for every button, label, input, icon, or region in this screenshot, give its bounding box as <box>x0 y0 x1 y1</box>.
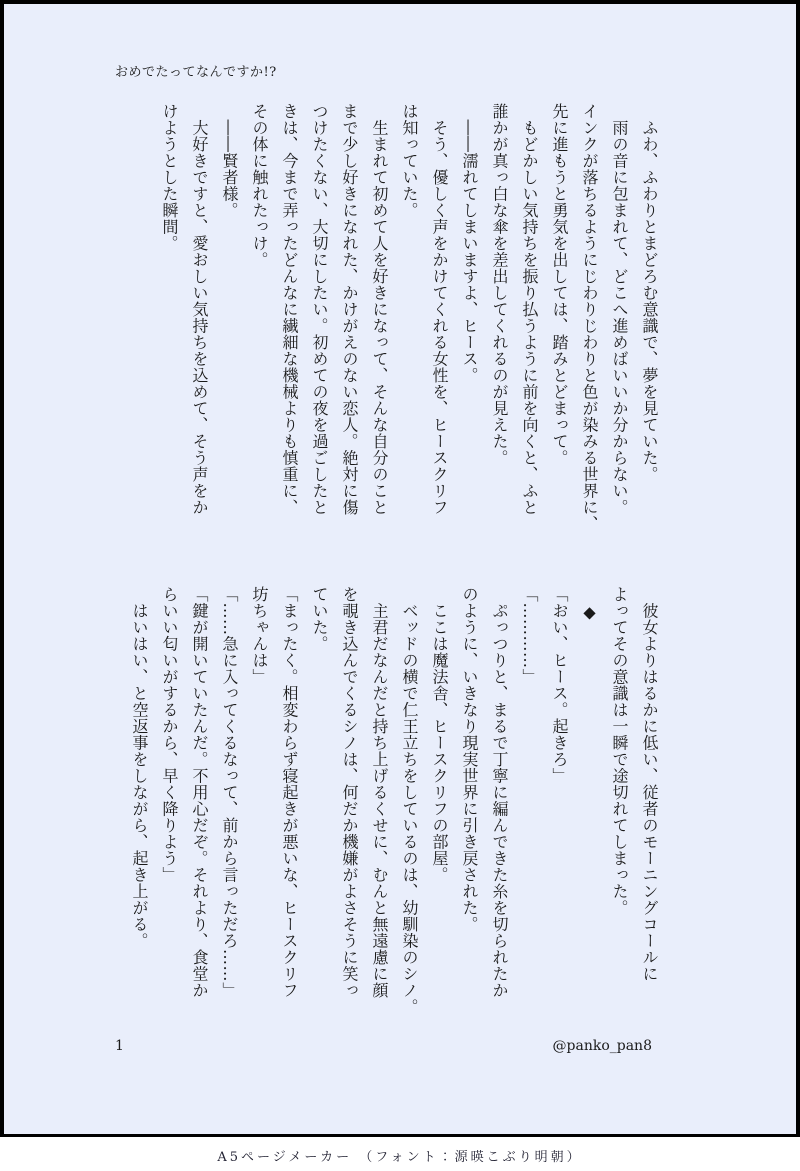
text-line: そう、優しく声をかけてくれる女性を、ヒースクリフ <box>430 103 449 516</box>
text-line: ここは魔法舎、ヒースクリフの部屋。 <box>430 586 449 883</box>
text-line: ――賢者様。 <box>220 103 239 219</box>
text-line: は知っていた。 <box>400 103 419 219</box>
text-line: ぷっつりと、まるで丁寧に編んできた糸を切られたか <box>490 586 509 999</box>
text-line: 坊ちゃんは」 <box>250 586 269 685</box>
text-line: 誰かが真っ白な傘を差出してくれるのが見えた。 <box>490 103 509 466</box>
text-line: 「鍵が開いていたんだ。不用心だぞ。それより、食堂か <box>190 586 209 999</box>
footer-caption: A5ページメーカー （フォント：源暎こぶり明朝） <box>217 1150 583 1165</box>
page-number: 1 <box>115 1038 124 1054</box>
text-line: 主君だなんだと持ち上げるくせに、むんと無遠慮に顔 <box>370 586 389 999</box>
text-line: ていた。 <box>310 586 329 652</box>
text-line: よってその意識は一瞬で途切れてしまった。 <box>610 586 629 916</box>
text-line: はいはい、と空返事をしながら、起き上がる。 <box>130 586 149 949</box>
text-line: まで少し好きになれた、かけがえのない恋人。絶対に傷 <box>340 103 359 516</box>
text-line: を覗き込んでくるシノは、何だか機嫌がよさそうに笑っ <box>340 586 359 999</box>
text-line: 「おい、ヒース。起きろ」 <box>550 586 569 784</box>
text-line: 生まれて初めて人を好きになって、そんな自分のこと <box>370 103 389 516</box>
text-line: インクが落ちるようにじわりじわりと色が染みる世界に、 <box>580 103 599 532</box>
text-line: ふわ、ふわりとまどろむ意識で、夢を見ていた。 <box>640 103 659 483</box>
text-line: 大好きですと、愛おしい気持ちを込めて、そう声をか <box>190 103 209 516</box>
text-line: もどかしい気持ちを振り払うように前を向くと、ふと <box>520 103 539 516</box>
author-handle: @panko_pan8 <box>552 1038 652 1054</box>
text-line: 彼女よりはるかに低い、従者のモーニングコールに <box>640 586 659 982</box>
text-line: 「まったく。相変わらず寝起きが悪いな、ヒースクリフ <box>280 586 299 999</box>
text-line: 雨の音に包まれて、どこへ進めばいいか分からない。 <box>610 103 629 516</box>
header-note: おめでたってなんですか!? <box>115 65 277 80</box>
text-line: ――濡れてしまいますよ、ヒース。 <box>460 103 479 384</box>
text-line: きは、今まで弄ったどんなに繊細な機械よりも慎重に、 <box>280 103 299 516</box>
text-line: ◆ <box>580 586 599 622</box>
text-line: らいい匂いがするから、早く降りよう」 <box>160 586 179 883</box>
story-block-top <box>154 103 664 551</box>
story-block-bottom <box>124 586 664 1034</box>
text-line: のように、いきなり現実世界に引き戻された。 <box>460 586 479 933</box>
text-line: つけたくない、大切にしたい。初めての夜を過ごしたと <box>310 103 329 516</box>
text-line: 「…………」 <box>520 586 539 685</box>
text-line: 先に進もうと勇気を出しては、踏みとどまって。 <box>550 103 569 466</box>
text-line: その体に触れたっけ。 <box>250 103 269 268</box>
text-line: けようとした瞬間。 <box>160 103 179 252</box>
text-line: ベッドの横で仁王立ちをしているのは、幼馴染のシノ。 <box>400 586 419 1015</box>
text-line: 「……急に入ってくるなって、前から言っただろ……」 <box>220 586 239 999</box>
